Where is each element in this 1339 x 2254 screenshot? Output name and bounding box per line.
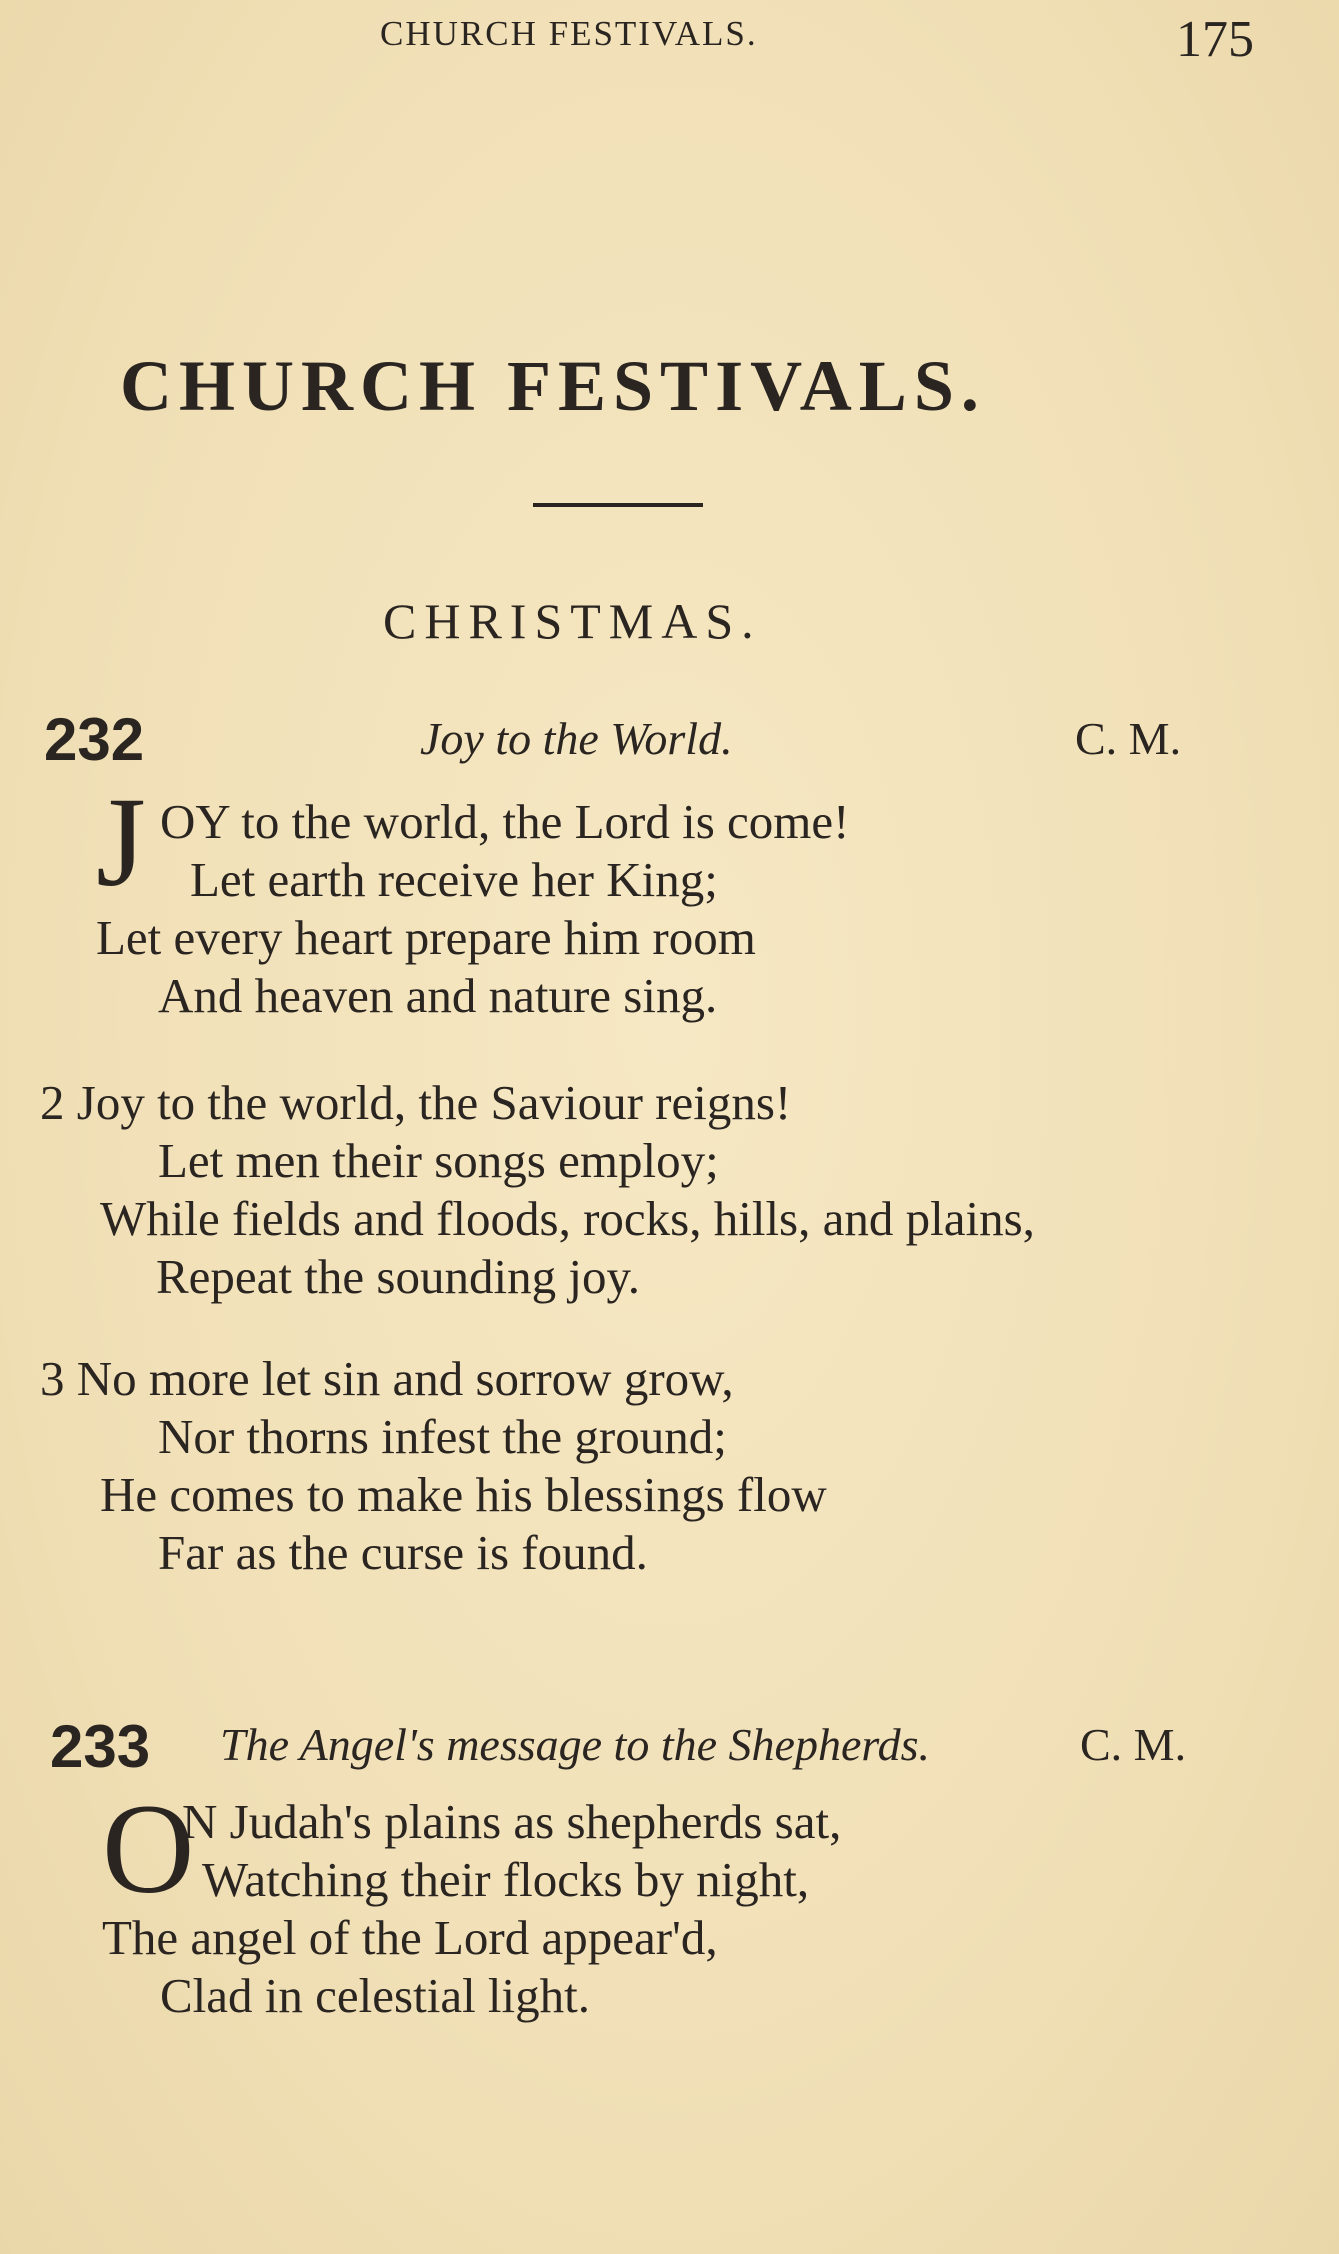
hymn-line: And heaven and nature sing. <box>158 968 718 1023</box>
hymn-title: Joy to the World. <box>420 713 733 764</box>
hymn-line: Let earth receive her King; <box>190 852 718 907</box>
hymn-line: 3 No more let sin and sorrow grow, <box>40 1351 734 1406</box>
drop-cap: J <box>96 771 146 913</box>
hymn-line: Nor thorns infest the ground; <box>158 1409 727 1464</box>
hymn-meter: C. M. <box>1075 713 1182 764</box>
hymn-line: He comes to make his blessings flow <box>100 1467 827 1522</box>
section-title: CHURCH FESTIVALS. <box>120 346 986 426</box>
hymn-line: Let every heart prepare him room <box>96 910 756 965</box>
section-divider <box>533 503 703 507</box>
hymn-line: N Judah's plains as shepherds sat, <box>182 1794 842 1849</box>
hymn-title: The Angel's message to the Shepherds. <box>220 1719 930 1770</box>
hymn-line: Watching their flocks by night, <box>202 1852 810 1907</box>
hymn-line: OY to the world, the Lord is come! <box>160 794 850 849</box>
hymn-line: Far as the curse is found. <box>158 1525 648 1580</box>
hymn-number: 232 <box>44 706 145 773</box>
hymn-line: 2 Joy to the world, the Saviour reigns! <box>40 1075 792 1130</box>
running-head: CHURCH FESTIVALS. <box>380 14 758 53</box>
hymn-meter: C. M. <box>1080 1719 1187 1770</box>
hymn-line: Clad in celestial light. <box>160 1968 591 2023</box>
hymn-line: Repeat the sounding joy. <box>156 1249 641 1304</box>
hymn-number: 233 <box>50 1713 151 1780</box>
hymn-line: Let men their songs employ; <box>158 1133 719 1188</box>
hymn-line: The angel of the Lord appear'd, <box>102 1910 718 1965</box>
drop-cap: O <box>102 1778 195 1920</box>
page-number: 175 <box>1176 11 1254 68</box>
hymn-line: While fields and floods, rocks, hills, and plains, <box>100 1191 1035 1246</box>
subsection-title: CHRISTMAS. <box>383 593 762 649</box>
